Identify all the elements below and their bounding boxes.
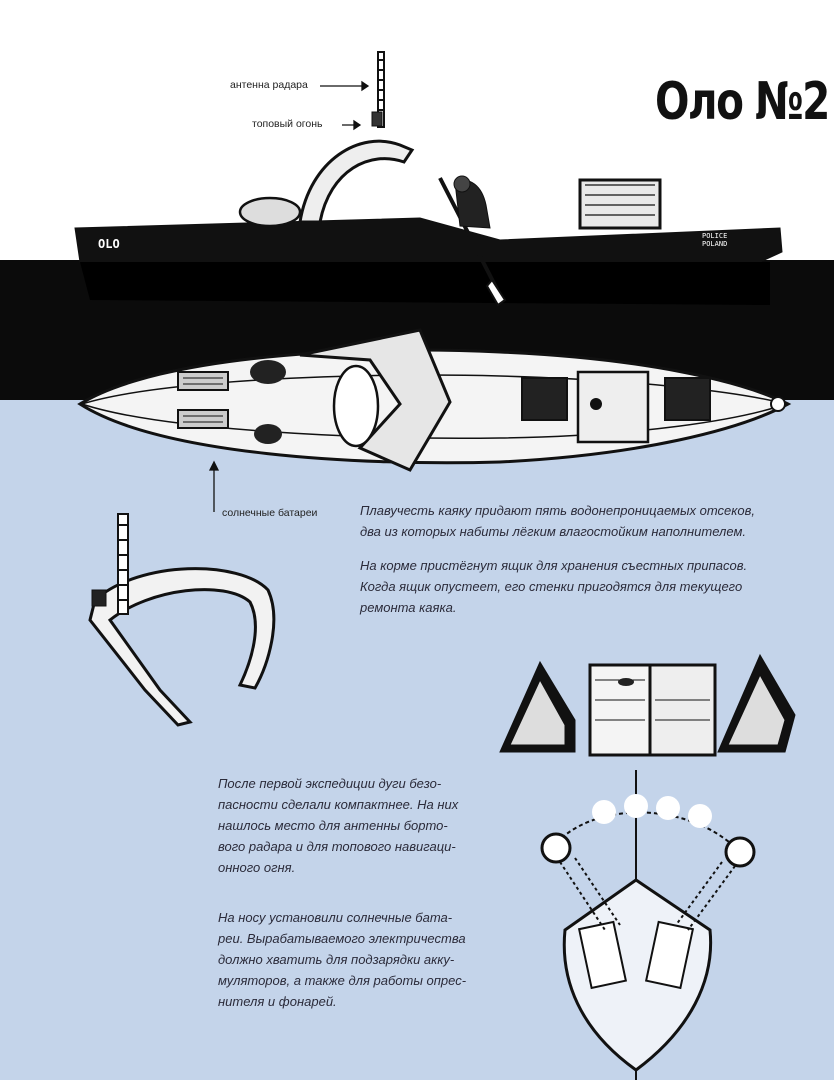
hull-name-marking: OLO — [98, 237, 120, 251]
text-line: нителя и фонарей. — [218, 994, 337, 1009]
text-line: пасности сделали компактнее. На них — [218, 797, 459, 812]
text-line: На корме пристёгнут ящик для хранения съестных припасов. — [360, 558, 748, 573]
paragraph-storage-box — [360, 555, 747, 618]
paragraph-safety-hoops — [218, 773, 458, 878]
label-masthead-light: топовый огонь — [252, 118, 323, 130]
text-line: должно хватить для подзарядки акку- — [218, 952, 455, 967]
kayak-side-view — [75, 52, 782, 305]
storage-box-illustration — [500, 655, 795, 755]
text-line: два из которых набиты лёгким влагостойким наполнителем. — [360, 524, 746, 539]
hull-port-marking: POLICE POLAND — [702, 232, 728, 248]
paragraph-buoyancy — [360, 500, 755, 542]
text-line: ремонта каяка. — [360, 600, 457, 615]
label-radar-antenna: антенна радара — [230, 79, 308, 91]
text-line: вого радара и для топового навигаци- — [218, 839, 456, 854]
text-line: нашлось место для антенны борто- — [218, 818, 448, 833]
text-line: Когда ящик опустеет, его стенки пригодятся для текущего — [360, 579, 743, 594]
text-line: После первой экспедиции дуги безо- — [218, 776, 442, 791]
page-title: Оло №2 — [655, 72, 829, 132]
kayak-top-view — [80, 330, 788, 470]
safety-hoop-illustration — [90, 514, 274, 725]
text-line: муляторов, а также для работы опрес- — [218, 973, 467, 988]
paragraph-solar-panels — [218, 907, 466, 1012]
text-line: реи. Вырабатываемого электричества — [218, 931, 466, 946]
text-line: онного огня. — [218, 860, 296, 875]
label-solar-panels: солнечные батареи — [222, 507, 318, 519]
bow-solar-illustration — [542, 770, 754, 1080]
text-line: На носу установили солнечные бата- — [218, 910, 453, 925]
text-line: Плавучесть каяку придают пять водонепроницаемых отсеков, — [360, 503, 756, 518]
